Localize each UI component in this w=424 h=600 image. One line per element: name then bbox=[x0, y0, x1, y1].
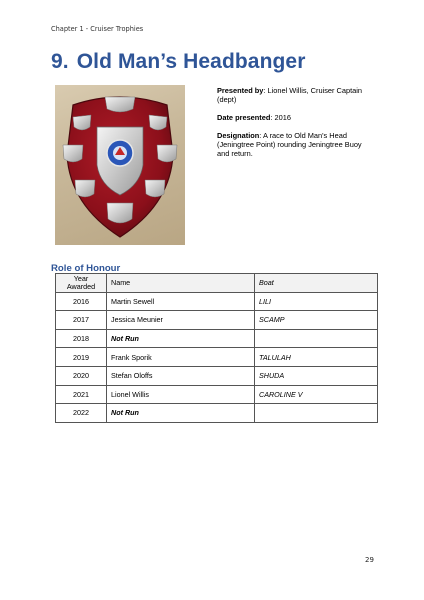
date-presented-label: Date presented bbox=[217, 113, 271, 122]
table-row bbox=[56, 366, 378, 385]
name-cell: Stefan Oloffs bbox=[107, 366, 255, 385]
designation-value: : A race to Old Man's Head (Jeningtree Point) rounding Jeningtree Buoy and return. bbox=[217, 131, 362, 159]
year-cell: 2020 bbox=[56, 366, 107, 385]
table-row bbox=[56, 385, 378, 404]
presented-by-label: Presented by bbox=[217, 86, 264, 95]
name-cell: Jessica Meunier bbox=[107, 311, 255, 330]
date-presented-value: : 2016 bbox=[270, 113, 291, 122]
year-cell: 2018 bbox=[56, 329, 107, 348]
year-cell: 2022 bbox=[56, 404, 107, 423]
name-column-header: Name bbox=[107, 274, 255, 293]
table-header-row bbox=[56, 274, 378, 293]
trophy-shield-illustration bbox=[55, 85, 185, 245]
name-cell: Not Run bbox=[107, 329, 255, 348]
page-number: 29 bbox=[365, 556, 374, 564]
table-row bbox=[56, 292, 378, 311]
table-row bbox=[56, 404, 378, 423]
trophy-photo bbox=[55, 85, 185, 245]
boat-column-header: Boat bbox=[255, 274, 378, 293]
name-cell: Not Run bbox=[107, 404, 255, 423]
year-cell: 2017 bbox=[56, 311, 107, 330]
year-cell: 2016 bbox=[56, 292, 107, 311]
roll-of-honour-table bbox=[55, 273, 378, 423]
boat-cell: CAROLINE V bbox=[255, 385, 378, 404]
page-title bbox=[51, 50, 305, 74]
boat-cell: LILI bbox=[255, 292, 378, 311]
year-column-header: Year Awarded bbox=[56, 274, 107, 293]
table-row bbox=[56, 329, 378, 348]
running-header: Chapter 1 - Cruiser Trophies bbox=[51, 25, 144, 33]
boat-cell bbox=[255, 329, 378, 348]
presented-by-value: : Lionel Willis, Cruiser Captain (dept) bbox=[217, 86, 362, 105]
year-cell: 2019 bbox=[56, 348, 107, 367]
trophy-number: 9. bbox=[51, 50, 69, 73]
name-cell: Frank Sporik bbox=[107, 348, 255, 367]
date-presented bbox=[217, 113, 367, 122]
trophy-name: Old Man’s Headbanger bbox=[76, 50, 306, 73]
designation-label: Designation bbox=[217, 131, 260, 140]
boat-cell bbox=[255, 404, 378, 423]
boat-cell: SCAMP bbox=[255, 311, 378, 330]
name-cell: Lionel Willis bbox=[107, 385, 255, 404]
presented-by bbox=[217, 86, 367, 104]
boat-cell: SHUDA bbox=[255, 366, 378, 385]
boat-cell: TALULAH bbox=[255, 348, 378, 367]
name-cell: Martin Sewell bbox=[107, 292, 255, 311]
year-cell: 2021 bbox=[56, 385, 107, 404]
table-row bbox=[56, 348, 378, 367]
table-row bbox=[56, 311, 378, 330]
roll-of-honour-heading: Role of Honour bbox=[51, 263, 121, 274]
designation bbox=[217, 131, 367, 159]
